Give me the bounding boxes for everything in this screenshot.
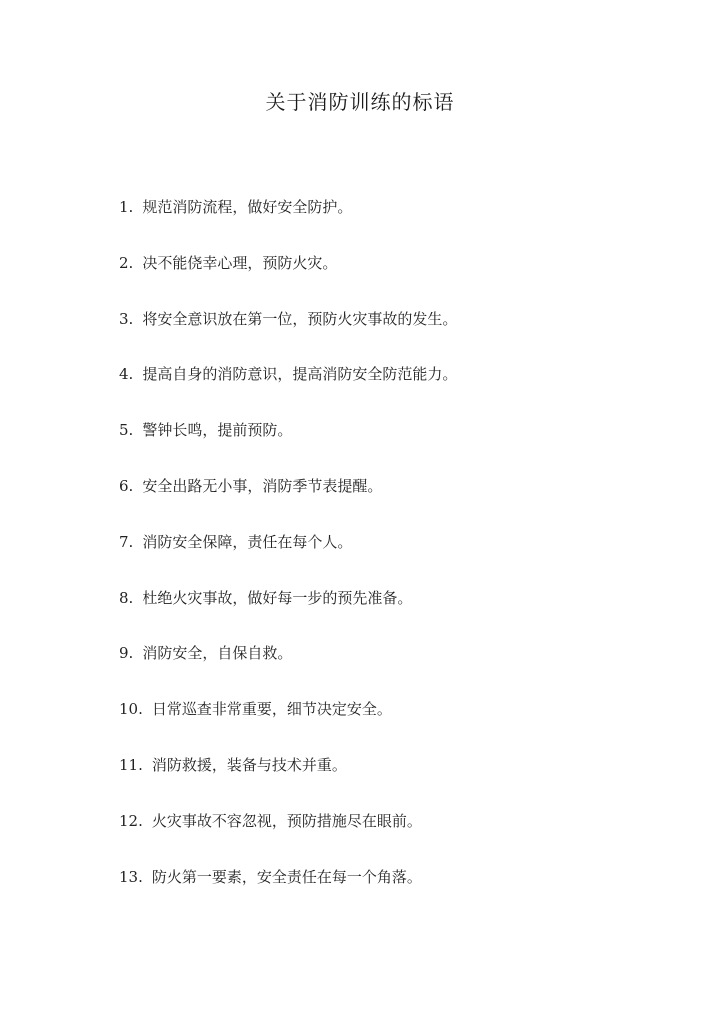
item-text: 将安全意识放在第一位，预防火灾事故的发生。 (142, 309, 458, 328)
item-text: 杜绝火灾事故，做好每一步的预先准备。 (142, 588, 413, 607)
item-text: 火灾事故不容忽视，预防措施尽在眼前。 (151, 811, 422, 830)
item-text: 提高自身的消防意识，提高消防安全防范能力。 (142, 365, 458, 384)
list-item (119, 698, 457, 754)
list-item (119, 642, 457, 698)
item-number: 6. (119, 476, 134, 495)
item-text: 消防安全保障，责任在每个人。 (142, 532, 353, 551)
item-text: 消防救援，装备与技术并重。 (151, 755, 347, 774)
list-item (119, 754, 457, 810)
list-item (119, 866, 457, 922)
list-item (119, 196, 457, 252)
item-text: 警钟长鸣，提前预防。 (142, 421, 293, 440)
slogan-list (119, 196, 457, 921)
item-number: 4. (119, 365, 134, 384)
item-text: 决不能侥幸心理，预防火灾。 (142, 253, 338, 272)
item-number: 13. (119, 867, 143, 886)
item-number: 2. (119, 253, 134, 272)
list-item (119, 810, 457, 866)
list-item (119, 252, 457, 308)
list-item (119, 475, 457, 531)
list-item (119, 587, 457, 643)
list-item (119, 363, 457, 419)
list-item (119, 531, 457, 587)
item-text: 日常巡查非常重要，细节决定安全。 (151, 700, 392, 719)
item-text: 安全出路无小事，消防季节表提醒。 (142, 476, 383, 495)
item-number: 5. (119, 421, 134, 440)
item-text: 规范消防流程，做好安全防护。 (142, 198, 353, 216)
item-number: 1. (119, 198, 134, 216)
item-text: 消防安全，自保自救。 (142, 644, 293, 663)
item-number: 11. (119, 755, 143, 774)
item-number: 3. (119, 309, 134, 328)
item-number: 10. (119, 700, 143, 719)
list-item (119, 308, 457, 364)
item-number: 9. (119, 644, 134, 663)
item-number: 12. (119, 811, 143, 830)
list-item (119, 419, 457, 475)
item-number: 7. (119, 532, 134, 551)
document-title: 关于消防训练的标语 (265, 90, 455, 114)
item-text: 防火第一要素，安全责任在每一个角落。 (151, 867, 422, 886)
item-number: 8. (119, 588, 134, 607)
